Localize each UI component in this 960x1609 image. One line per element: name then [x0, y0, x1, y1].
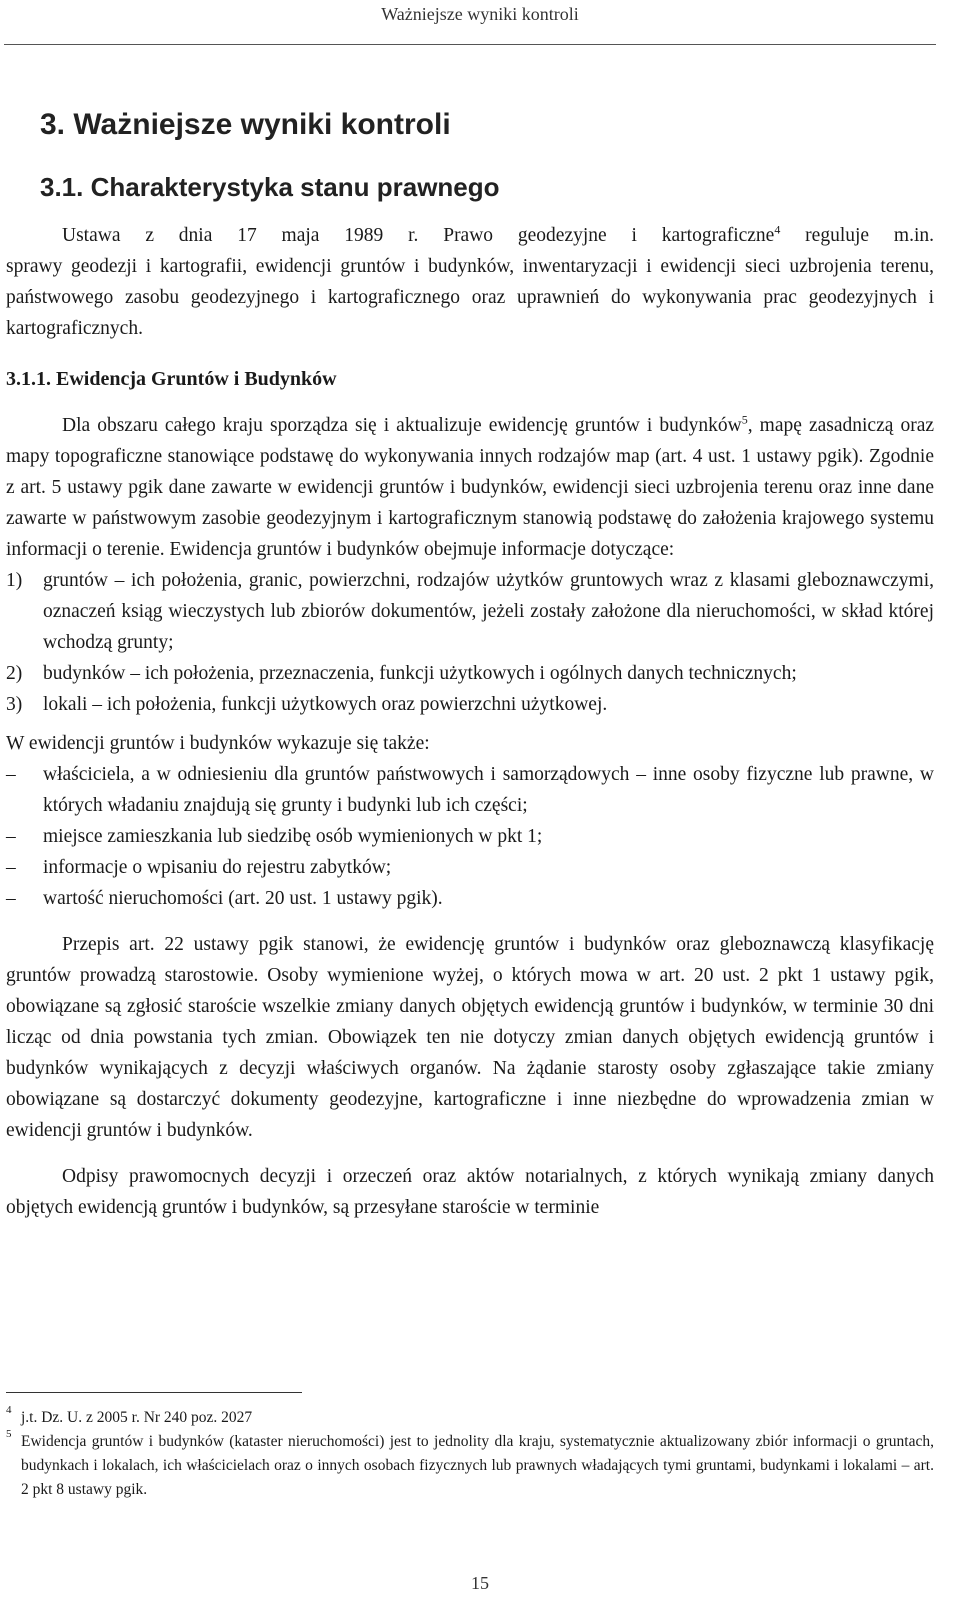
also-intro: W ewidencji gruntów i budynków wykazuje się także: — [6, 733, 430, 754]
footnote-text: Ewidencja gruntów i budynków (kataster nieruchomości) jest to jednolity dla kraju, systematycznie aktualizowany zbiór informacji o gruntach, budynkach i lokalach, ich właścicielach oraz o innych osobach fizycznych lub prawnych władających tymi gruntami, budynkami i lokalami – art. 2 pkt 8 ustawy pgik. — [21, 1433, 934, 1498]
footnote: 5 Ewidencja gruntów i budynków (kataster nieruchomości) jest to jednolity dla kraju, systematycznie aktualizowany zbiór informacji o gruntach, budynkach i lokalach, ich właścicielach oraz o innych osobach fizycznych lub prawnych władających tymi gruntami, budynkami i lokalami – art. 2 pkt 8 ustawy pgik. — [6, 1428, 934, 1498]
list-item — [6, 759, 934, 821]
list-item — [6, 689, 934, 720]
intro-paragraph — [6, 220, 934, 344]
dash-list — [6, 759, 934, 914]
p1-text-start: Dla obszaru całego kraju sporządza się i aktualizuje ewidencję gruntów i budynków — [62, 415, 742, 436]
list-item — [6, 658, 934, 689]
list-item-text: gruntów – ich położenia, granic, powierzchni, rodzajów użytków gruntowych wraz z klasami gleboznawczymi, oznaczeń ksiąg wieczystych lub zbiorów dokumentów, jeżeli zostały założone dla nieruchomości, w skład której wchodzą grunty; — [43, 570, 934, 653]
footnote-text: j.t. Dz. U. z 2005 r. Nr 240 poz. 2027 — [21, 1409, 253, 1426]
paragraph-2: Przepis art. 22 ustawy pgik stanowi, że ewidencję gruntów i budynków oraz gleboznawczą klasyfikację gruntów prowadzą starostowie. Osoby wymienione wyżej, o których mowa w art. 20 ust. 2 pkt 1 ustawy pgik, obowiązane są zgłosić staroście wszelkie zmiany danych objętych ewidencją gruntów i budynków, w terminie 30 dni licząc od dnia powstania tych zmian. Obowiązek ten nie dotyczy zmian danych objętych ewidencją gruntów i budynków wynikających z decyzji właściwych organów. Na żądanie starosty osoby zgłaszające takie zmiany obowiązane są dostarczyć dokumenty geodezyjne, kartograficzne i inne niezbędne do wprowadzenia zmian w ewidencji gruntów i budynków. — [6, 934, 934, 1141]
page-number: 15 — [471, 1573, 489, 1593]
list-marker: 2) — [6, 663, 23, 684]
list-item — [6, 821, 934, 852]
footnote-ref-5: 5 — [741, 412, 748, 427]
footnote-ref-4: 4 — [774, 222, 781, 237]
dash-marker: – — [6, 826, 16, 847]
intro-text-start: Ustawa z dnia 17 maja 1989 r. Prawo geodezyjne i kartograficzne — [62, 225, 775, 246]
subsubsection-title: 3.1.1. Ewidencja Gruntów i Budynków — [6, 368, 337, 390]
p1-text-end: , mapę zasadniczą oraz mapy topograficzne stanowiące podstawę do wykonywania innych rodzajów map (art. 4 ust. 1 ustawy pgik). Zgodnie z art. 5 ustawy pgik dane zawarte w ewidencji gruntów i budynków, ewidencji sieci uzbrojenia terenu oraz inne dane zawarte w państwowym zasobie geodezyjnym i kartograficznym stanowią podstawę do założenia krajowego systemu informacji o terenie. Ewidencja gruntów i budynków obejmuje informacje dotyczące: — [6, 415, 934, 560]
section-title: 3. Ważniejsze wyniki kontroli — [40, 108, 451, 141]
intro-text-end: reguluje m.in. — [780, 225, 934, 246]
list-marker: 1) — [6, 570, 23, 591]
list-item — [6, 883, 934, 914]
list-item — [6, 852, 934, 883]
list-marker: 3) — [6, 694, 23, 715]
list-item-text: budynków – ich położenia, przeznaczenia, funkcji użytkowych i ogólnych danych technicznych; — [43, 663, 797, 684]
footnote-divider — [6, 1392, 302, 1393]
list-item-text: właściciela, a w odniesieniu dla gruntów państwowych i samorządowych – inne osoby fizyczne lub prawne, w których władaniu znajdują się grunty i budynki lub ich części; — [43, 764, 934, 816]
header-divider — [4, 44, 936, 45]
body-text — [6, 410, 934, 1223]
list-item-text: miejsce zamieszkania lub siedzibę osób wymienionych w pkt 1; — [43, 826, 543, 847]
list-item-text: informacje o wpisaniu do rejestru zabytków; — [43, 857, 392, 878]
list-item — [6, 565, 934, 658]
running-header: Ważniejsze wyniki kontroli — [381, 4, 579, 24]
subsection-title: 3.1. Charakterystyka stanu prawnego — [40, 172, 500, 202]
list-item-text: lokali – ich położenia, funkcji użytkowych oraz powierzchni użytkowej. — [43, 694, 608, 715]
dash-marker: – — [6, 857, 16, 878]
list-item-text: wartość nieruchomości (art. 20 ust. 1 ustawy pgik). — [43, 888, 443, 909]
footnote: 4 j.t. Dz. U. z 2005 r. Nr 240 poz. 2027 — [6, 1404, 253, 1426]
footnotes — [6, 1406, 934, 1502]
paragraph-3: Odpisy prawomocnych decyzji i orzeczeń oraz aktów notarialnych, z których wynikają zmiany danych objętych ewidencją gruntów i budynków, są przesyłane staroście w terminie — [6, 1166, 934, 1218]
dash-marker: – — [6, 764, 16, 785]
numbered-list — [6, 565, 934, 720]
intro-first-line — [6, 220, 934, 251]
dash-marker: – — [6, 888, 16, 909]
paragraph-1 — [6, 410, 934, 565]
intro-rest: sprawy geodezji i kartografii, ewidencji gruntów i budynków, inwentaryzacji i ewidencji sieci uzbrojenia terenu, państwowego zasobu geodezyjnego i kartograficznego oraz uprawnień do wykonywania prac geodezyjnych i kartograficznych. — [6, 256, 934, 339]
